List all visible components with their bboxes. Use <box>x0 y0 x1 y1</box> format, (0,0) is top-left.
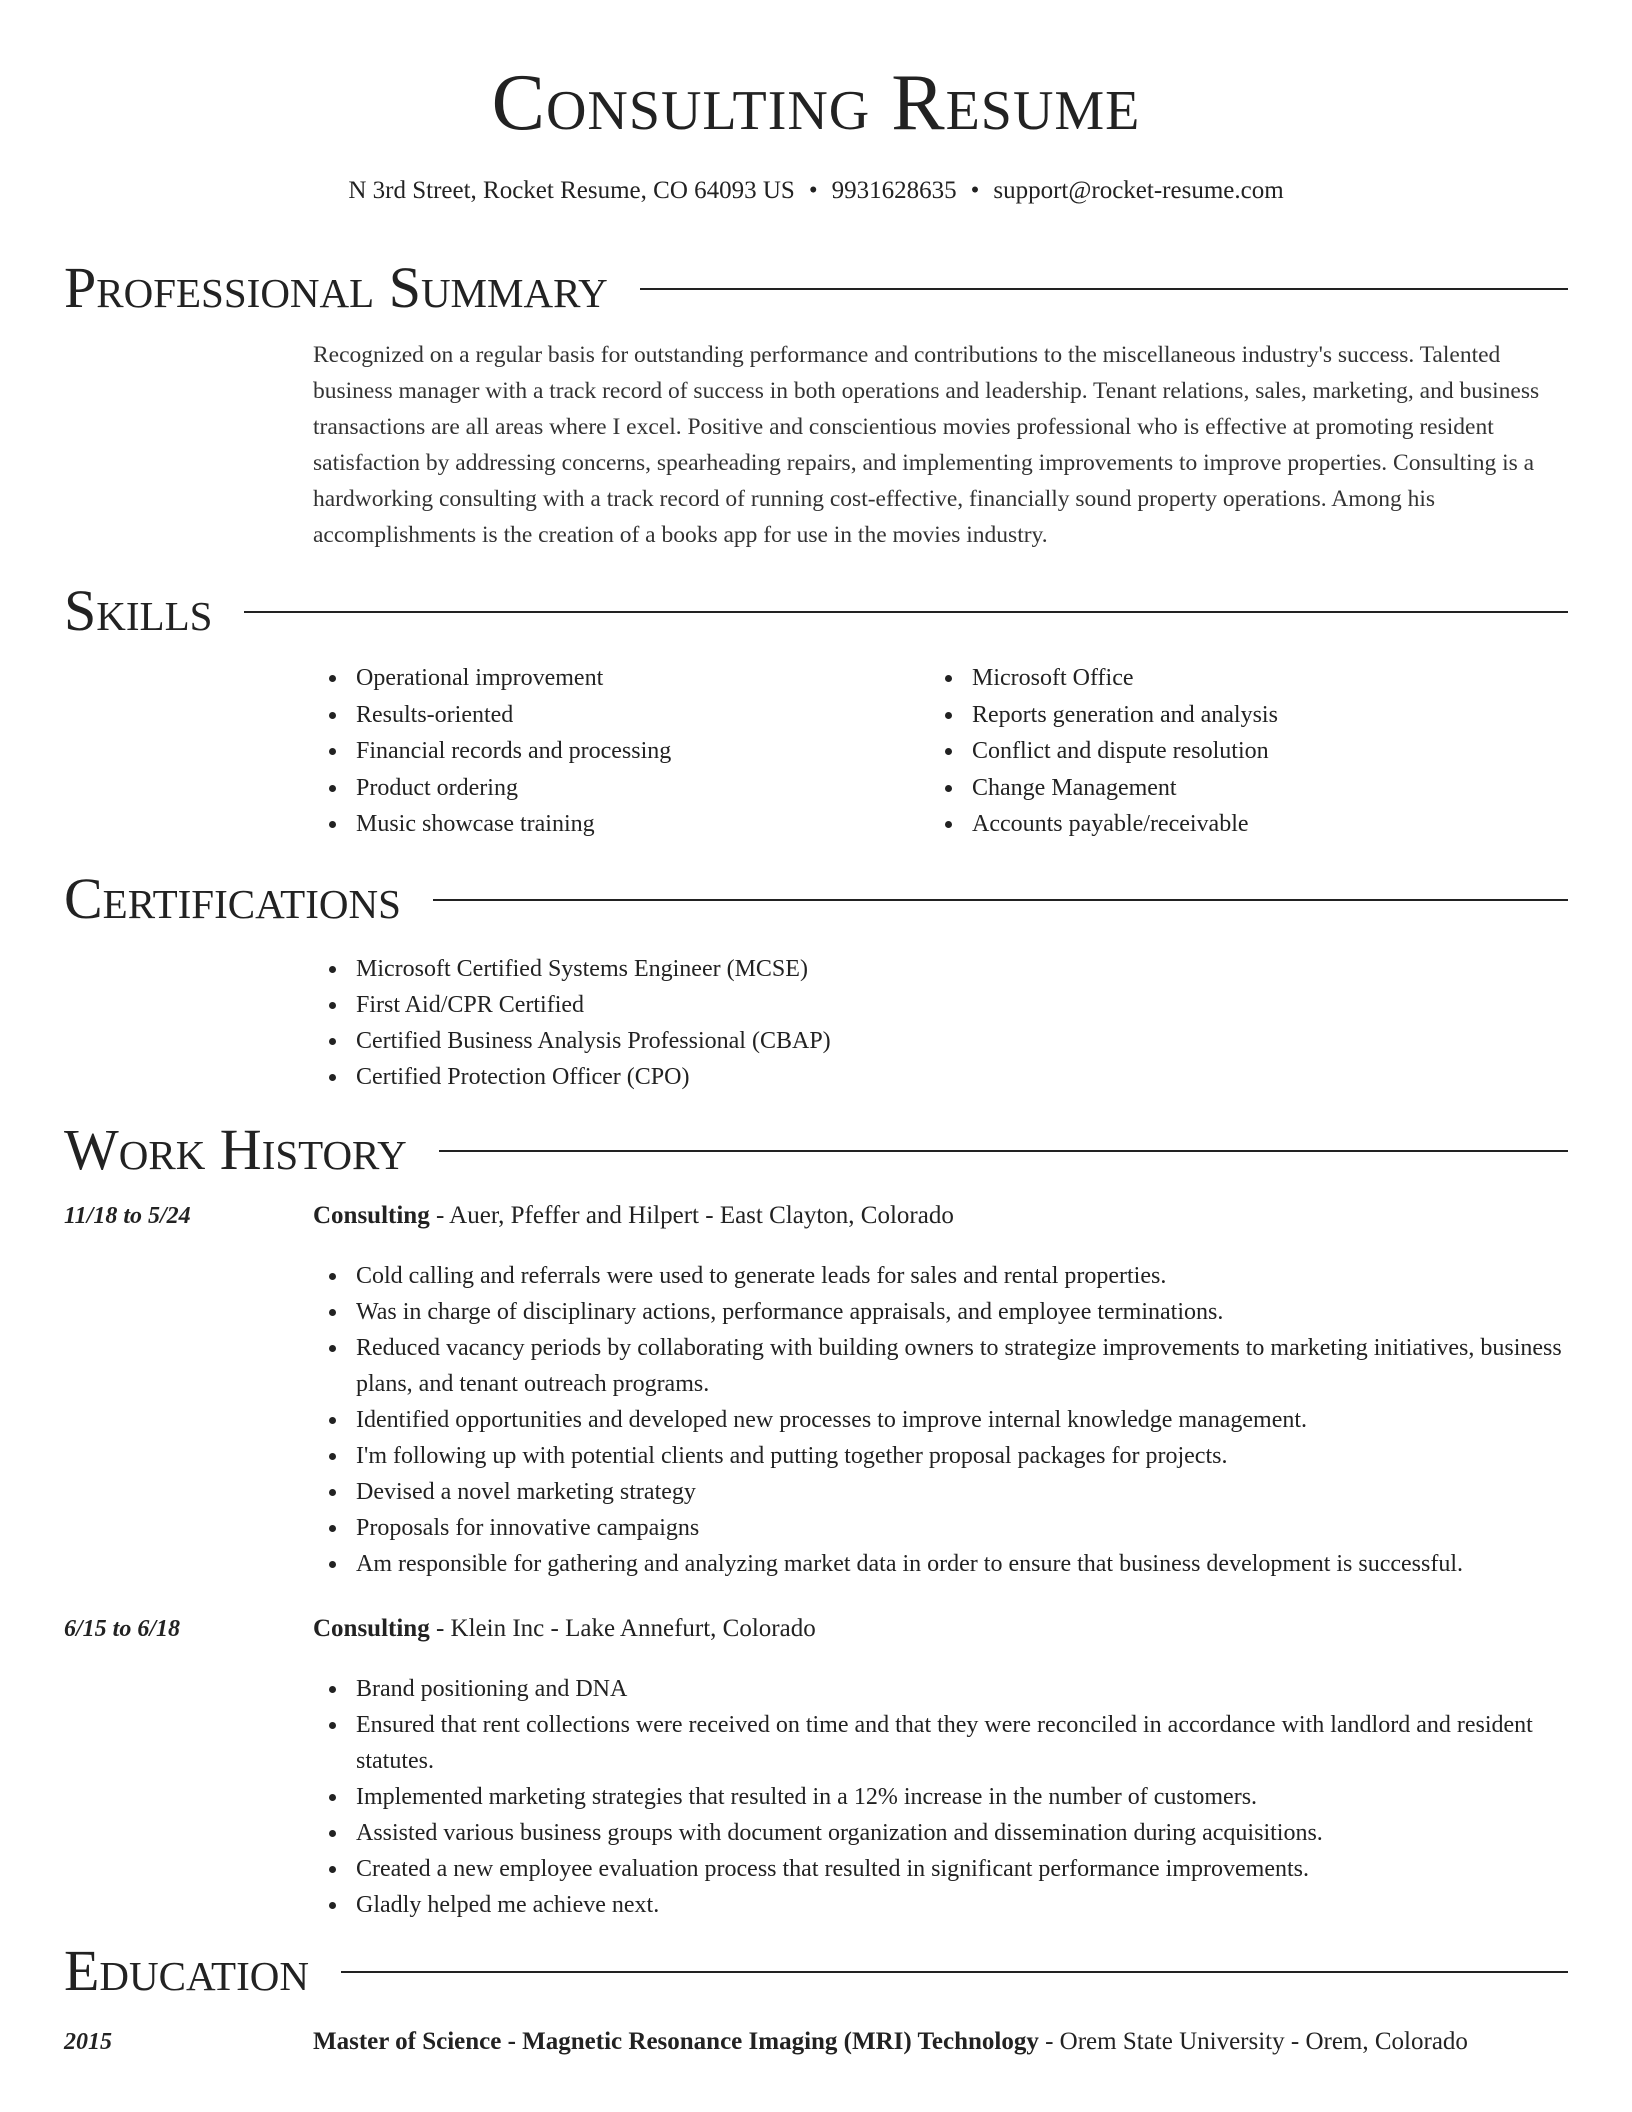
email: support@rocket-resume.com <box>993 177 1284 204</box>
section-divider <box>640 288 1568 290</box>
section-header-summary <box>64 255 1568 320</box>
contact-line <box>0 173 1632 209</box>
section-title: Professional Summary <box>64 255 608 320</box>
education-heading <box>313 2024 1569 2060</box>
section-divider <box>341 1971 1568 1973</box>
list-item: Certified Protection Officer (CPO) <box>313 1059 1213 1095</box>
list-item: I'm following up with potential clients and putting together proposal packages for projects. <box>313 1438 1569 1474</box>
section-title: Education <box>64 1938 309 2003</box>
list-item: Devised a novel marketing strategy <box>313 1474 1569 1510</box>
list-item: Brand positioning and DNA <box>313 1671 1569 1707</box>
list-item: Reports generation and analysis <box>929 697 1489 734</box>
list-item: Was in charge of disciplinary actions, performance appraisals, and employee terminations. <box>313 1294 1569 1330</box>
education-year: 2015 <box>64 2029 112 2055</box>
separator: • <box>970 177 980 204</box>
job-role: Consulting <box>313 1202 430 1229</box>
job-duties-list <box>313 1258 1569 1582</box>
section-divider <box>244 611 1568 613</box>
degree: Master of Science - Magnetic Resonance Imaging (MRI) Technology <box>313 2028 1039 2055</box>
list-item: Microsoft Office <box>929 660 1489 697</box>
list-item: Ensured that rent collections were received on time and that they were reconciled in accordance with landlord and resident statutes. <box>313 1707 1569 1779</box>
list-item: Implemented marketing strategies that resulted in a 12% increase in the number of customers. <box>313 1779 1569 1815</box>
list-item: Gladly helped me achieve next. <box>313 1887 1569 1923</box>
section-title: Work History <box>64 1117 407 1182</box>
list-item: Accounts payable/receivable <box>929 806 1489 843</box>
section-divider <box>433 899 1568 901</box>
section-header-skills <box>64 578 1568 643</box>
separator: • <box>808 177 818 204</box>
certifications-list <box>313 951 1213 1095</box>
job-heading <box>313 1198 1569 1234</box>
list-item: Am responsible for gathering and analyzing market data in order to ensure that business development is successful. <box>313 1546 1569 1582</box>
list-item: Change Management <box>929 770 1489 807</box>
list-item: Product ordering <box>313 770 873 807</box>
job-employer: - Auer, Pfeffer and Hilpert - East Clayton, Colorado <box>429 1202 954 1229</box>
list-item: Microsoft Certified Systems Engineer (MCSE) <box>313 951 1213 987</box>
list-item: Results-oriented <box>313 697 873 734</box>
address: N 3rd Street, Rocket Resume, CO 64093 US <box>348 177 795 204</box>
list-item: Cold calling and referrals were used to generate leads for sales and rental properties. <box>313 1258 1569 1294</box>
list-item: Certified Business Analysis Professional (CBAP) <box>313 1023 1213 1059</box>
job-role: Consulting <box>313 1615 430 1642</box>
resume-title: Consulting Resume <box>491 59 1141 147</box>
list-item: Reduced vacancy periods by collaborating with building owners to strategize improvements to marketing initiatives, business plans, and tenant outreach programs. <box>313 1330 1569 1402</box>
section-title: Skills <box>64 578 213 643</box>
list-item: Identified opportunities and developed new processes to improve internal knowledge management. <box>313 1402 1569 1438</box>
list-item: Proposals for innovative campaigns <box>313 1510 1569 1546</box>
skills-list-right <box>929 660 1489 843</box>
list-item: Financial records and processing <box>313 733 873 770</box>
phone: 9931628635 <box>831 177 957 204</box>
job-duties-list <box>313 1671 1569 1923</box>
list-item: Created a new employee evaluation process that resulted in significant performance improvements. <box>313 1851 1569 1887</box>
list-item: Operational improvement <box>313 660 873 697</box>
section-divider <box>439 1150 1568 1152</box>
section-title: Certifications <box>64 866 401 931</box>
section-header-education <box>64 1938 1568 2003</box>
job-employer: - Klein Inc - Lake Annefurt, Colorado <box>429 1615 816 1642</box>
list-item: First Aid/CPR Certified <box>313 987 1213 1023</box>
section-header-work-history <box>64 1117 1568 1182</box>
list-item: Music showcase training <box>313 806 873 843</box>
list-item: Assisted various business groups with document organization and dissemination during acquisitions. <box>313 1815 1569 1851</box>
job-dates: 11/18 to 5/24 <box>64 1203 191 1229</box>
list-item: Conflict and dispute resolution <box>929 733 1489 770</box>
section-header-certifications <box>64 866 1568 931</box>
job-heading <box>313 1611 1569 1647</box>
job-dates: 6/15 to 6/18 <box>64 1616 181 1642</box>
summary-text: Recognized on a regular basis for outstanding performance and contributions to the miscellaneous industry's success. Talented business manager with a track record of success in both operations and leadership. Tenant relations, sales, marketing, and business transactions are all areas where I excel. Positive and conscientious movies professional who is effective at promoting resident satisfaction by addressing concerns, spearheading repairs, and implementing improvements to improve properties. Consulting is a hardworking consulting with a track record of running cost-effective, financially sound property operations. Among his accomplishments is the creation of a books app for use in the movies industry. <box>313 342 1540 548</box>
school: - Orem State University - Orem, Colorado <box>1038 2028 1468 2055</box>
skills-list-left <box>313 660 873 843</box>
